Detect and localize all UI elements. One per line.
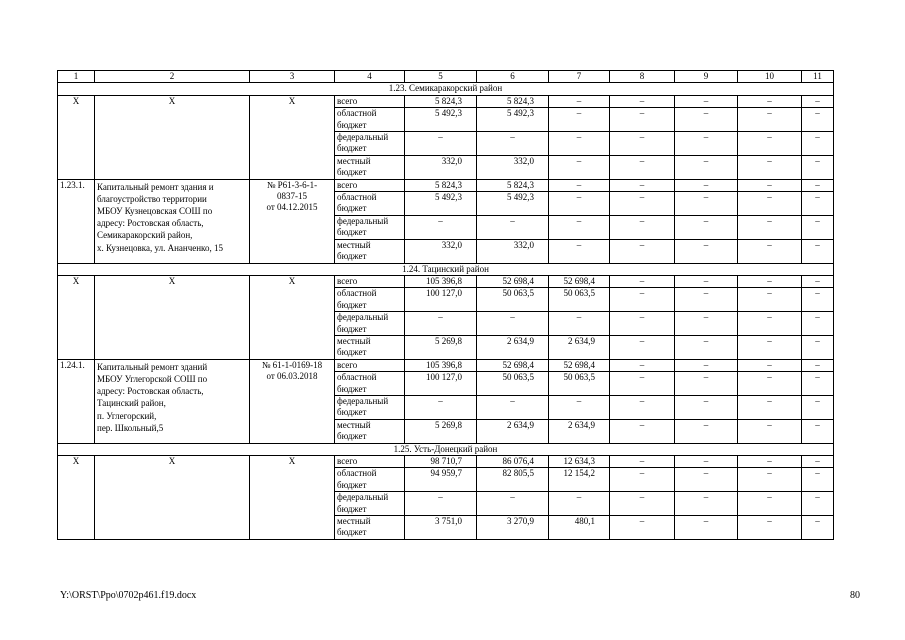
column-number-row bbox=[58, 71, 834, 83]
value-cell-v7: 50 063,5 bbox=[549, 288, 610, 312]
value-cell-v8: – bbox=[610, 179, 675, 191]
description-line: Тацинский район, bbox=[97, 398, 166, 409]
value-cell-v8: – bbox=[610, 419, 675, 443]
value-cell-v11: – bbox=[802, 108, 834, 132]
value-cell-v10: – bbox=[738, 275, 802, 287]
funding-source-line: местный bbox=[337, 419, 371, 430]
value-cell-v7: – bbox=[549, 312, 610, 336]
value-cell-v10: – bbox=[738, 215, 802, 239]
item-number-cell: Х bbox=[58, 95, 95, 179]
object-description-cell bbox=[95, 179, 250, 263]
funding-source-cell bbox=[335, 179, 405, 191]
value-cell-v8: – bbox=[610, 395, 675, 419]
funding-source-line: всего bbox=[337, 275, 358, 286]
value-cell-v7: 12 154,2 bbox=[549, 468, 610, 492]
description-line: Х bbox=[168, 456, 176, 466]
value-cell-v5: – bbox=[405, 312, 477, 336]
description-line: Капитальный ремонт здания и bbox=[97, 181, 214, 192]
funding-source-line: областной bbox=[337, 372, 377, 383]
document-number-cell bbox=[250, 179, 335, 263]
value-cell-v11: – bbox=[802, 335, 834, 359]
value-cell-v8: – bbox=[610, 132, 675, 156]
value-cell-v9: – bbox=[675, 359, 738, 371]
description-line: адресу: Ростовская область, bbox=[97, 386, 204, 397]
value-cell-v8: – bbox=[610, 456, 675, 468]
funding-source-line: местный bbox=[337, 335, 371, 346]
section-row bbox=[58, 83, 834, 95]
value-cell-v10: – bbox=[738, 155, 802, 179]
column-header: 3 bbox=[250, 71, 335, 83]
column-header: 4 bbox=[335, 71, 405, 83]
funding-source-line: бюджет bbox=[337, 203, 367, 214]
section-title: 1.24. Тацинский район bbox=[58, 263, 834, 275]
value-cell-v10: – bbox=[738, 516, 802, 540]
value-cell-v6: 332,0 bbox=[477, 239, 549, 263]
value-cell-v6: 86 076,4 bbox=[477, 456, 549, 468]
description-line: х. Кузнецовка, ул. Ананченко, 15 bbox=[97, 242, 223, 253]
value-cell-v6: 332,0 bbox=[477, 155, 549, 179]
funding-source-line: бюджет bbox=[337, 407, 367, 418]
value-cell-v6: 3 270,9 bbox=[477, 516, 549, 540]
object-description-cell bbox=[95, 359, 250, 443]
funding-source-cell bbox=[335, 239, 405, 263]
funding-source-line: всего bbox=[337, 95, 358, 106]
funding-source-cell bbox=[335, 155, 405, 179]
funding-source-cell bbox=[335, 359, 405, 371]
value-cell-v9: – bbox=[675, 179, 738, 191]
value-cell-v10: – bbox=[738, 95, 802, 107]
funding-source-cell bbox=[335, 192, 405, 216]
table-row bbox=[58, 359, 834, 371]
item-number-cell: 1.23.1. bbox=[58, 179, 95, 263]
funding-source-line: местный bbox=[337, 155, 371, 166]
value-cell-v10: – bbox=[738, 312, 802, 336]
value-cell-v7: – bbox=[549, 95, 610, 107]
funding-source-line: федеральный bbox=[337, 215, 389, 226]
object-description-cell bbox=[95, 275, 250, 359]
value-cell-v11: – bbox=[802, 395, 834, 419]
value-cell-v5: 100 127,0 bbox=[405, 372, 477, 396]
funding-source-line: бюджет bbox=[337, 167, 367, 178]
document-line: 0837-15 bbox=[277, 191, 307, 202]
value-cell-v6: – bbox=[477, 132, 549, 156]
value-cell-v11: – bbox=[802, 372, 834, 396]
object-description-cell bbox=[95, 95, 250, 179]
item-number-cell: Х bbox=[58, 456, 95, 540]
document-line: от 06.03.2018 bbox=[266, 371, 318, 382]
document-number-cell bbox=[250, 359, 335, 443]
value-cell-v10: – bbox=[738, 132, 802, 156]
value-cell-v9: – bbox=[675, 312, 738, 336]
value-cell-v10: – bbox=[738, 492, 802, 516]
value-cell-v11: – bbox=[802, 359, 834, 371]
document-line: № Р61-3-6-1- bbox=[266, 179, 318, 190]
value-cell-v11: – bbox=[802, 239, 834, 263]
funding-source-line: бюджет bbox=[337, 347, 367, 358]
value-cell-v7: 480,1 bbox=[549, 516, 610, 540]
value-cell-v8: – bbox=[610, 192, 675, 216]
value-cell-v11: – bbox=[802, 132, 834, 156]
value-cell-v7: 50 063,5 bbox=[549, 372, 610, 396]
value-cell-v7: 12 634,3 bbox=[549, 456, 610, 468]
description-line: п. Углегорский, bbox=[97, 410, 157, 421]
value-cell-v8: – bbox=[610, 288, 675, 312]
funding-source-line: всего bbox=[337, 179, 358, 190]
value-cell-v11: – bbox=[802, 419, 834, 443]
description-line: МБОУ Кузнецовская СОШ по bbox=[97, 206, 213, 217]
object-description-cell bbox=[95, 456, 250, 540]
value-cell-v6: – bbox=[477, 395, 549, 419]
funding-source-line: бюджет bbox=[337, 383, 367, 394]
value-cell-v10: – bbox=[738, 359, 802, 371]
table-row bbox=[58, 179, 834, 191]
page-number: 80 bbox=[850, 590, 860, 601]
value-cell-v10: – bbox=[738, 468, 802, 492]
value-cell-v9: – bbox=[675, 108, 738, 132]
value-cell-v9: – bbox=[675, 132, 738, 156]
value-cell-v5: 5 269,8 bbox=[405, 335, 477, 359]
value-cell-v11: – bbox=[802, 275, 834, 287]
value-cell-v9: – bbox=[675, 155, 738, 179]
value-cell-v5: – bbox=[405, 395, 477, 419]
value-cell-v9: – bbox=[675, 335, 738, 359]
value-cell-v5: 5 824,3 bbox=[405, 95, 477, 107]
funding-source-line: бюджет bbox=[337, 251, 367, 262]
value-cell-v6: 2 634,9 bbox=[477, 419, 549, 443]
value-cell-v10: – bbox=[738, 288, 802, 312]
value-cell-v6: 50 063,5 bbox=[477, 288, 549, 312]
funding-source-line: федеральный bbox=[337, 312, 389, 323]
document-line: от 04.12.2015 bbox=[266, 202, 318, 213]
value-cell-v11: – bbox=[802, 192, 834, 216]
item-number-cell: Х bbox=[58, 275, 95, 359]
funding-source-cell bbox=[335, 468, 405, 492]
document-number-cell bbox=[250, 275, 335, 359]
description-line: благоустройство территории bbox=[97, 193, 207, 204]
value-cell-v11: – bbox=[802, 468, 834, 492]
funding-source-line: федеральный bbox=[337, 492, 389, 503]
description-line: МБОУ Углегорской СОШ по bbox=[97, 373, 208, 384]
value-cell-v5: – bbox=[405, 492, 477, 516]
value-cell-v11: – bbox=[802, 312, 834, 336]
funding-source-line: областной bbox=[337, 468, 377, 479]
value-cell-v10: – bbox=[738, 372, 802, 396]
value-cell-v5: 94 959,7 bbox=[405, 468, 477, 492]
value-cell-v6: 5 492,3 bbox=[477, 108, 549, 132]
funding-source-cell bbox=[335, 95, 405, 107]
value-cell-v5: 5 269,8 bbox=[405, 419, 477, 443]
value-cell-v9: – bbox=[675, 456, 738, 468]
value-cell-v6: 5 824,3 bbox=[477, 95, 549, 107]
value-cell-v10: – bbox=[738, 456, 802, 468]
section-title: 1.25. Усть-Донецкий район bbox=[58, 443, 834, 455]
value-cell-v5: 332,0 bbox=[405, 155, 477, 179]
file-path: Y:\ORST\Ppo\0702p461.f19.docx bbox=[60, 590, 197, 601]
document-line: Х bbox=[288, 95, 296, 106]
funding-source-cell bbox=[335, 275, 405, 287]
funding-source-line: бюджет bbox=[337, 143, 367, 154]
value-cell-v7: 52 698,4 bbox=[549, 275, 610, 287]
value-cell-v10: – bbox=[738, 192, 802, 216]
value-cell-v9: – bbox=[675, 95, 738, 107]
value-cell-v8: – bbox=[610, 215, 675, 239]
document-number-cell bbox=[250, 95, 335, 179]
value-cell-v9: – bbox=[675, 468, 738, 492]
value-cell-v11: – bbox=[802, 95, 834, 107]
value-cell-v9: – bbox=[675, 275, 738, 287]
value-cell-v7: – bbox=[549, 155, 610, 179]
funding-source-line: бюджет bbox=[337, 479, 367, 490]
value-cell-v6: – bbox=[477, 492, 549, 516]
value-cell-v11: – bbox=[802, 288, 834, 312]
value-cell-v9: – bbox=[675, 419, 738, 443]
value-cell-v7: – bbox=[549, 132, 610, 156]
value-cell-v6: 2 634,9 bbox=[477, 335, 549, 359]
value-cell-v7: 52 698,4 bbox=[549, 359, 610, 371]
value-cell-v8: – bbox=[610, 516, 675, 540]
value-cell-v9: – bbox=[675, 372, 738, 396]
value-cell-v5: – bbox=[405, 132, 477, 156]
value-cell-v8: – bbox=[610, 108, 675, 132]
value-cell-v6: 5 824,3 bbox=[477, 179, 549, 191]
funding-source-line: бюджет bbox=[337, 227, 367, 238]
value-cell-v11: – bbox=[802, 155, 834, 179]
value-cell-v6: – bbox=[477, 215, 549, 239]
column-header: 11 bbox=[802, 71, 834, 83]
column-header: 2 bbox=[95, 71, 250, 83]
budget-table bbox=[57, 70, 834, 540]
funding-source-cell bbox=[335, 312, 405, 336]
value-cell-v7: – bbox=[549, 179, 610, 191]
value-cell-v10: – bbox=[738, 239, 802, 263]
value-cell-v9: – bbox=[675, 395, 738, 419]
value-cell-v9: – bbox=[675, 288, 738, 312]
value-cell-v7: – bbox=[549, 492, 610, 516]
value-cell-v9: – bbox=[675, 239, 738, 263]
value-cell-v6: 82 805,5 bbox=[477, 468, 549, 492]
value-cell-v6: – bbox=[477, 312, 549, 336]
value-cell-v7: – bbox=[549, 239, 610, 263]
funding-source-line: федеральный bbox=[337, 395, 389, 406]
value-cell-v10: – bbox=[738, 335, 802, 359]
value-cell-v8: – bbox=[610, 359, 675, 371]
column-header: 6 bbox=[477, 71, 549, 83]
value-cell-v5: 100 127,0 bbox=[405, 288, 477, 312]
value-cell-v7: 2 634,9 bbox=[549, 335, 610, 359]
funding-source-line: бюджет bbox=[337, 119, 367, 130]
value-cell-v11: – bbox=[802, 215, 834, 239]
value-cell-v9: – bbox=[675, 215, 738, 239]
value-cell-v8: – bbox=[610, 468, 675, 492]
funding-source-cell bbox=[335, 335, 405, 359]
column-header: 7 bbox=[549, 71, 610, 83]
value-cell-v9: – bbox=[675, 192, 738, 216]
value-cell-v11: – bbox=[802, 492, 834, 516]
funding-source-line: бюджет bbox=[337, 299, 367, 310]
funding-source-cell bbox=[335, 215, 405, 239]
funding-source-line: бюджет bbox=[337, 431, 367, 442]
value-cell-v7: – bbox=[549, 108, 610, 132]
value-cell-v5: 5 492,3 bbox=[405, 108, 477, 132]
value-cell-v8: – bbox=[610, 372, 675, 396]
value-cell-v8: – bbox=[610, 95, 675, 107]
funding-source-cell bbox=[335, 456, 405, 468]
description-line: адресу: Ростовская область, bbox=[97, 218, 204, 229]
funding-source-line: бюджет bbox=[337, 527, 367, 538]
value-cell-v11: – bbox=[802, 179, 834, 191]
funding-source-cell bbox=[335, 108, 405, 132]
column-header: 1 bbox=[58, 71, 95, 83]
document-number-cell bbox=[250, 456, 335, 540]
value-cell-v8: – bbox=[610, 492, 675, 516]
value-cell-v5: 105 396,8 bbox=[405, 275, 477, 287]
value-cell-v5: 98 710,7 bbox=[405, 456, 477, 468]
document-line: № 61-1-0169-18 bbox=[261, 359, 323, 370]
value-cell-v8: – bbox=[610, 335, 675, 359]
value-cell-v6: 5 492,3 bbox=[477, 192, 549, 216]
value-cell-v10: – bbox=[738, 419, 802, 443]
value-cell-v7: – bbox=[549, 395, 610, 419]
value-cell-v11: – bbox=[802, 456, 834, 468]
table-row bbox=[58, 275, 834, 287]
document-line: Х bbox=[288, 275, 296, 286]
funding-source-cell bbox=[335, 516, 405, 540]
value-cell-v6: 50 063,5 bbox=[477, 372, 549, 396]
value-cell-v7: – bbox=[549, 215, 610, 239]
value-cell-v7: 2 634,9 bbox=[549, 419, 610, 443]
funding-source-line: всего bbox=[337, 456, 358, 466]
funding-source-line: бюджет bbox=[337, 503, 367, 514]
value-cell-v10: – bbox=[738, 179, 802, 191]
column-header: 9 bbox=[675, 71, 738, 83]
value-cell-v5: 332,0 bbox=[405, 239, 477, 263]
value-cell-v5: 3 751,0 bbox=[405, 516, 477, 540]
value-cell-v10: – bbox=[738, 108, 802, 132]
value-cell-v8: – bbox=[610, 312, 675, 336]
funding-source-cell bbox=[335, 372, 405, 396]
funding-source-line: всего bbox=[337, 359, 358, 370]
column-header: 10 bbox=[738, 71, 802, 83]
value-cell-v5: 105 396,8 bbox=[405, 359, 477, 371]
funding-source-line: областной bbox=[337, 288, 377, 299]
section-row bbox=[58, 263, 834, 275]
item-number-cell: 1.24.1. bbox=[58, 359, 95, 443]
description-line: Х bbox=[168, 95, 176, 106]
value-cell-v6: 52 698,4 bbox=[477, 275, 549, 287]
table-row bbox=[58, 95, 834, 107]
funding-source-line: местный bbox=[337, 239, 371, 250]
value-cell-v5: 5 492,3 bbox=[405, 192, 477, 216]
value-cell-v5: – bbox=[405, 215, 477, 239]
funding-source-line: бюджет bbox=[337, 323, 367, 334]
funding-source-cell bbox=[335, 419, 405, 443]
description-line: Семикаракорский район, bbox=[97, 230, 193, 241]
value-cell-v8: – bbox=[610, 275, 675, 287]
funding-source-line: областной bbox=[337, 108, 377, 119]
value-cell-v9: – bbox=[675, 492, 738, 516]
section-title: 1.23. Семикаракорский район bbox=[58, 83, 834, 95]
table-body bbox=[58, 71, 834, 540]
value-cell-v11: – bbox=[802, 516, 834, 540]
value-cell-v6: 52 698,4 bbox=[477, 359, 549, 371]
document-line: Х bbox=[288, 456, 296, 466]
funding-source-line: федеральный bbox=[337, 132, 389, 143]
value-cell-v5: 5 824,3 bbox=[405, 179, 477, 191]
description-line: пер. Школьный,5 bbox=[97, 422, 164, 433]
description-line: Х bbox=[168, 275, 176, 286]
funding-source-cell bbox=[335, 395, 405, 419]
value-cell-v8: – bbox=[610, 155, 675, 179]
value-cell-v9: – bbox=[675, 516, 738, 540]
column-header: 5 bbox=[405, 71, 477, 83]
section-row bbox=[58, 443, 834, 455]
funding-source-cell bbox=[335, 288, 405, 312]
value-cell-v8: – bbox=[610, 239, 675, 263]
funding-source-cell bbox=[335, 492, 405, 516]
funding-source-line: областной bbox=[337, 192, 377, 203]
table-row bbox=[58, 456, 834, 468]
description-line: Капитальный ремонт зданий bbox=[97, 361, 208, 372]
funding-source-line: местный bbox=[337, 516, 371, 527]
funding-source-cell bbox=[335, 132, 405, 156]
value-cell-v10: – bbox=[738, 395, 802, 419]
value-cell-v7: – bbox=[549, 192, 610, 216]
column-header: 8 bbox=[610, 71, 675, 83]
